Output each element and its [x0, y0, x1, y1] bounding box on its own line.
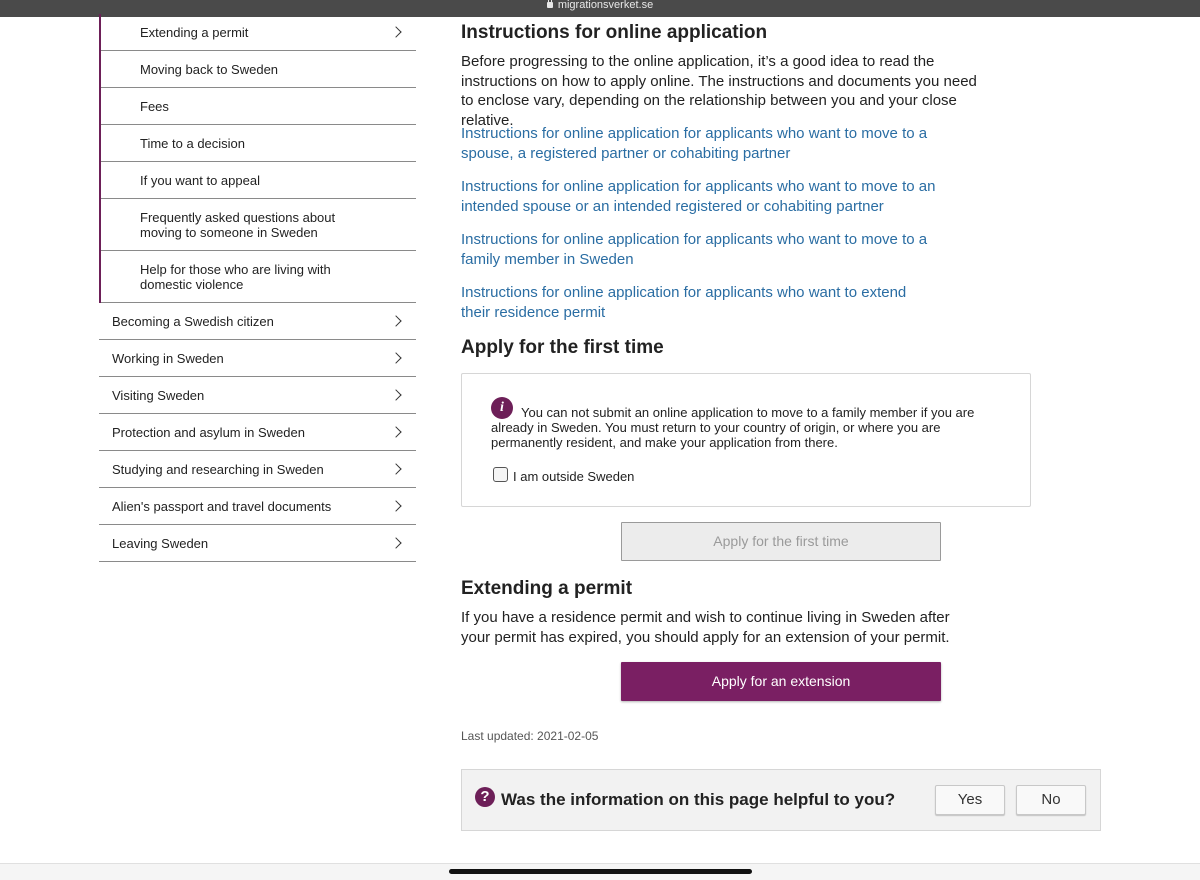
sidebar-item-label: Help for those who are living with domestic violence	[140, 262, 331, 292]
sidebar-item-label: Visiting Sweden	[112, 388, 205, 403]
chevron-right-icon	[390, 352, 401, 363]
lock-icon	[547, 2, 553, 8]
sidebar-item-label: If you want to appeal	[140, 173, 260, 188]
outside-sweden-label[interactable]: I am outside Sweden	[513, 469, 635, 484]
sidebar-item-passport[interactable]	[99, 488, 416, 525]
sidebar-item-label: Moving back to Sweden	[140, 62, 279, 77]
chevron-right-icon	[390, 463, 401, 474]
chevron-right-icon	[390, 26, 401, 37]
url-text[interactable]: migrationsverket.se	[557, 0, 654, 11]
sidebar-item-working[interactable]	[99, 340, 416, 377]
question-icon: ?	[475, 787, 495, 807]
sidebar-item-fees[interactable]	[101, 88, 416, 125]
notice-box	[461, 373, 1031, 507]
sidebar-item-extending-a-permit[interactable]	[101, 14, 416, 51]
sidebar-item-time-to-decision[interactable]	[101, 125, 416, 162]
feedback-box	[461, 769, 1101, 831]
sidebar-top-list	[99, 303, 416, 562]
sidebar-item-label: Fees	[140, 99, 169, 114]
sidebar-item-label: Time to a decision	[140, 136, 246, 151]
sidebar-item-protection[interactable]	[99, 414, 416, 451]
chevron-right-icon	[390, 389, 401, 400]
chevron-right-icon	[390, 537, 401, 548]
sidebar-item-label: Leaving Sweden	[112, 536, 209, 551]
sidebar-item-label: Studying and researching in Sweden	[112, 462, 324, 477]
link-intended-spouse-instructions[interactable]: Instructions for online application for applicants who want to move to an intended spouse or an intended registered or cohabiting partner	[461, 178, 936, 215]
info-icon: i	[491, 397, 513, 419]
last-updated: Last updated: 2021-02-05	[461, 729, 599, 743]
feedback-question: Was the information on this page helpful to you?	[501, 790, 896, 809]
sidebar-item-moving-back[interactable]	[101, 51, 416, 88]
notice-text: You can not submit an online application to move to a family member if you are already in Sweden. You must return to your country of origin, or where you are permanently resident, and make your application from there.	[491, 405, 975, 450]
link-extend-instructions[interactable]: Instructions for online application for applicants who want to extend their residence permit	[461, 284, 907, 321]
feedback-no-button[interactable]: No	[1016, 785, 1086, 815]
sidebar-item-label: Extending a permit	[140, 25, 249, 40]
sidebar-item-studying[interactable]	[99, 451, 416, 488]
sidebar-nav	[99, 14, 416, 562]
sidebar-item-label: Working in Sweden	[112, 351, 224, 366]
sidebar-item-domestic-violence[interactable]	[101, 251, 416, 303]
sidebar-item-appeal[interactable]	[101, 162, 416, 199]
apply-extension-button[interactable]: Apply for an extension	[621, 662, 941, 701]
first-time-heading: Apply for the first time	[461, 337, 664, 358]
apply-first-time-button[interactable]: Apply for the first time	[621, 522, 941, 561]
instructions-heading: Instructions for online application	[461, 22, 768, 43]
feedback-yes-button[interactable]: Yes	[935, 785, 1005, 815]
chevron-right-icon	[390, 500, 401, 511]
link-family-member-instructions[interactable]: Instructions for online application for applicants who want to move to a family member in Sweden	[461, 231, 928, 268]
outside-sweden-checkbox[interactable]	[493, 467, 508, 482]
link-spouse-instructions[interactable]: Instructions for online application for applicants who want to move to a spouse, a registered partner or cohabiting partner	[461, 125, 928, 162]
sidebar-sub-list	[99, 14, 416, 303]
extending-text: If you have a residence permit and wish to continue living in Sweden after your permit has expired, you should apply for an extension of your permit.	[461, 609, 950, 646]
intro-text: Before progressing to the online application, it’s a good idea to read the instructions on how to apply online. The instructions and documents you need to enclose vary, depending on the relationship between you and your close relative.	[461, 53, 977, 129]
sidebar-item-label: Frequently asked questions about moving to someone in Sweden	[140, 210, 336, 240]
sidebar-item-label: Becoming a Swedish citizen	[112, 314, 274, 329]
home-indicator[interactable]	[449, 869, 752, 874]
extending-heading: Extending a permit	[461, 578, 633, 599]
sidebar-item-citizen[interactable]	[99, 303, 416, 340]
sidebar-item-label: Protection and asylum in Sweden	[112, 425, 305, 440]
sidebar-item-faq[interactable]	[101, 199, 416, 251]
chevron-right-icon	[390, 315, 401, 326]
sidebar-item-visiting[interactable]	[99, 377, 416, 414]
sidebar-item-leaving[interactable]	[99, 525, 416, 562]
sidebar-item-label: Alien's passport and travel documents	[112, 499, 332, 514]
chevron-right-icon	[390, 426, 401, 437]
